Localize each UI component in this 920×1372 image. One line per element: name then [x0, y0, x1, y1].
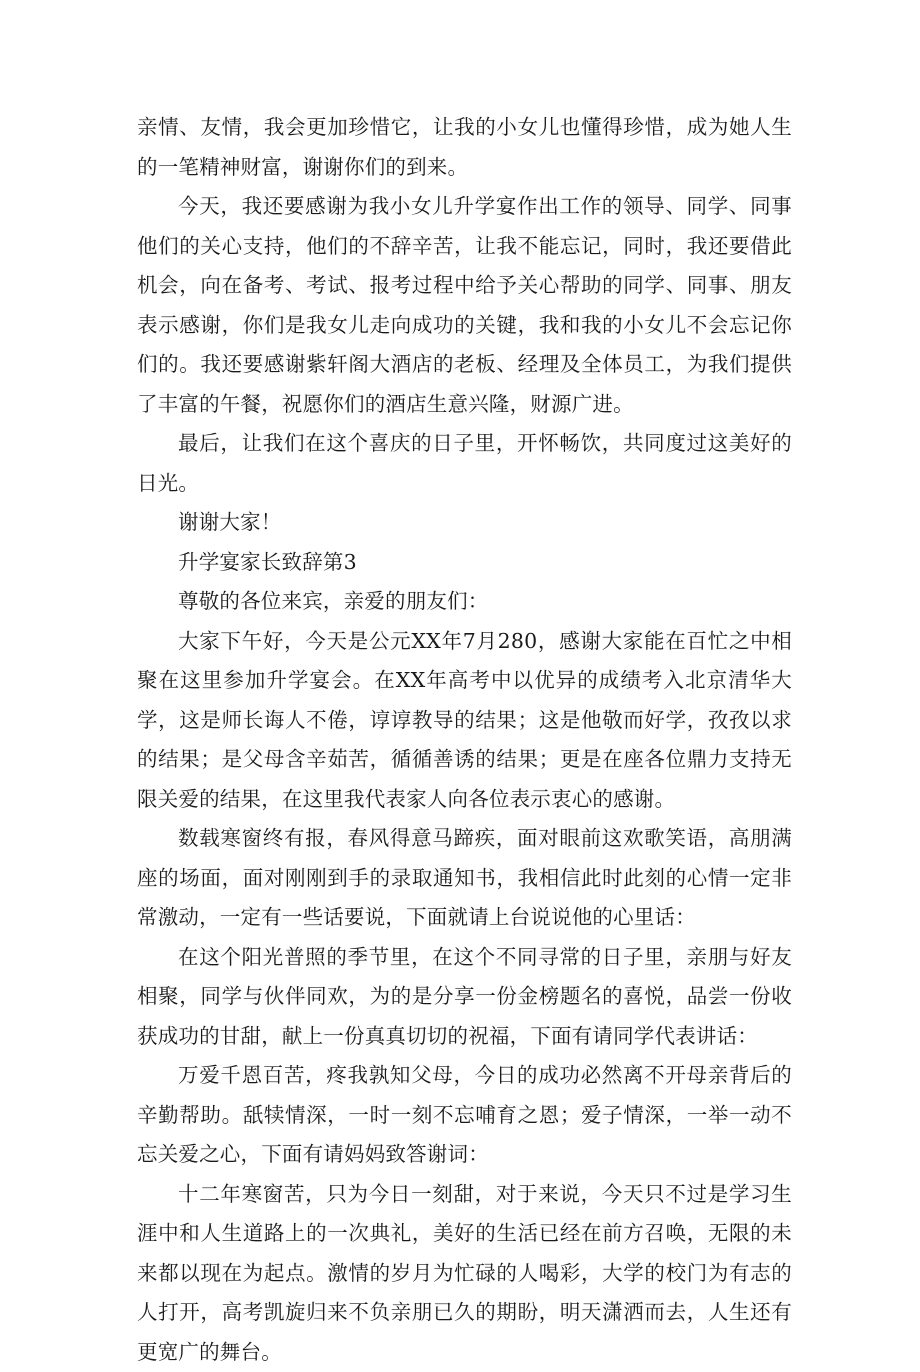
paragraph-classmate-intro: 在这个阳光普照的季节里，在这个不同寻常的日子里，亲朋与好友相聚，同学与伙伴同欢，为的是分享一份金榜题名的喜悦，品尝一份收获成功的甘甜，献上一份真真切切的祝福，下面有请同学代表讲话： — [137, 938, 792, 1057]
paragraph-thank-you: 谢谢大家！ — [137, 503, 792, 543]
section-heading: 升学宴家长致辞第3 — [137, 543, 792, 583]
document-page — [137, 108, 792, 1372]
paragraph-mother-intro: 万爱千恩百苦，疼我孰知父母，今日的成功必然离不开母亲背后的辛勤帮助。舐犊情深，一时一刻不忘哺育之恩；爱子情深，一举一动不忘关爱之心，下面有请妈妈致答谢词： — [137, 1056, 792, 1175]
paragraph-greeting: 大家下午好，今天是公元XX年7月280，感谢大家能在百忙之中相聚在这里参加升学宴会。在XX年高考中以优异的成绩考入北京清华大学，这是师长诲人不倦，谆谆教导的结果；这是他敬而好学，孜孜以求的结果；是父母含辛茹苦，循循善诱的结果；更是在座各位鼎力支持无限关爱的结果，在这里我代表家人向各位表示衷心的感谢。 — [137, 622, 792, 820]
paragraph-thanks-colleagues: 今天，我还要感谢为我小女儿升学宴作出工作的领导、同学、同事他们的关心支持，他们的不辞辛苦，让我不能忘记，同时，我还要借此机会，向在备考、考试、报考过程中给予关心帮助的同学、同事、朋友表示感谢，你们是我女儿走向成功的关键，我和我的小女儿不会忘记你们的。我还要感谢紫轩阁大酒店的老板、经理及全体员工，为我们提供了丰富的午餐，祝愿你们的酒店生意兴隆，财源广进。 — [137, 187, 792, 424]
paragraph-student-intro: 数载寒窗终有报，春风得意马蹄疾，面对眼前这欢歌笑语，高朋满座的场面，面对刚刚到手的录取通知书，我相信此时此刻的心情一定非常激动，一定有一些话要说，下面就请上台说说他的心里话： — [137, 819, 792, 938]
paragraph-salutation: 尊敬的各位来宾，亲爱的朋友们： — [137, 582, 792, 622]
paragraph-future: 十二年寒窗苦，只为今日一刻甜，对于来说，今天只不过是学习生涯中和人生道路上的一次典礼，美好的生活已经在前方召唤，无限的未来都以现在为起点。激情的岁月为忙碌的人喝彩，大学的校门为有志的人打开，高考凯旋归来不负亲朋已久的期盼，明天潇洒而去，人生还有更宽广的舞台。 — [137, 1175, 792, 1372]
paragraph-continued: 亲情、友情，我会更加珍惜它，让我的小女儿也懂得珍惜，成为她人生的一笔精神财富，谢谢你们的到来。 — [137, 108, 792, 187]
paragraph-closing: 最后，让我们在这个喜庆的日子里，开怀畅饮，共同度过这美好的日光。 — [137, 424, 792, 503]
